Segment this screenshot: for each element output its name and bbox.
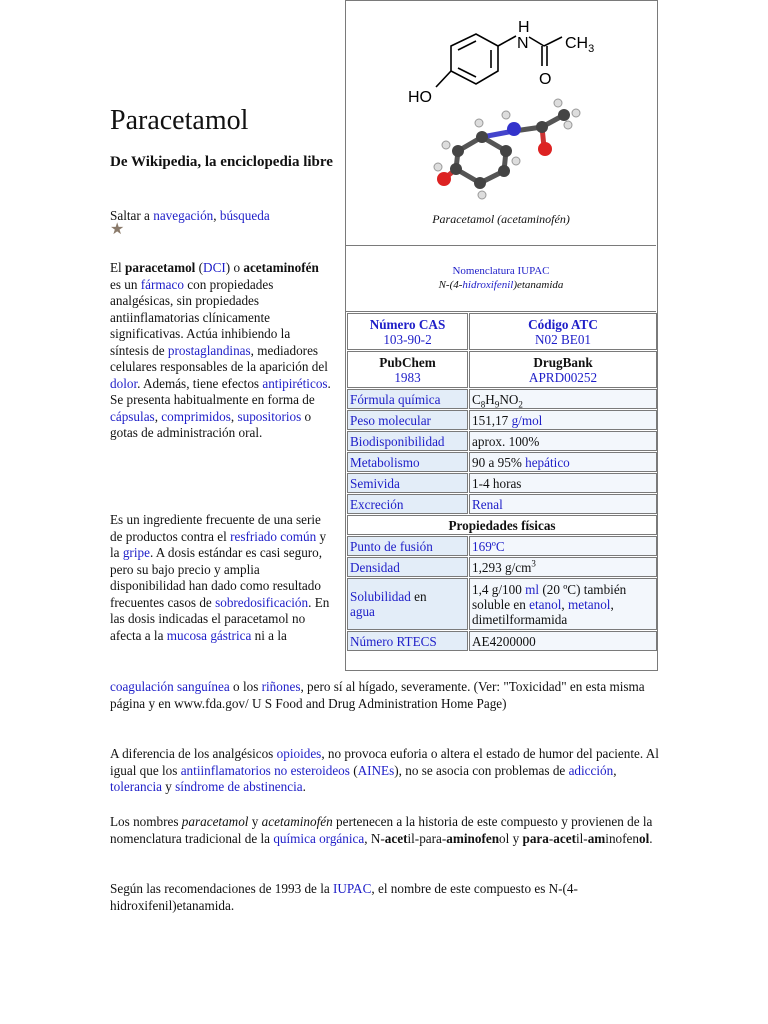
mw-value: 151,17 g/mol: [469, 410, 657, 430]
density-key[interactable]: Densidad: [347, 557, 468, 577]
drugbank-label: DrugBank: [533, 354, 593, 370]
structural-formula-image[interactable]: [346, 1, 656, 206]
link-comprimidos[interactable]: comprimidos: [161, 408, 231, 424]
cas-value[interactable]: 103-90-2: [383, 331, 432, 347]
atc-cell: [469, 313, 657, 350]
link-metanol[interactable]: metanol: [567, 596, 611, 612]
link-ml[interactable]: ml: [525, 581, 540, 597]
link-adiccion[interactable]: adicción: [568, 762, 614, 778]
link-dci[interactable]: DCI: [203, 260, 226, 275]
link-antipireticos[interactable]: antipiréticos: [262, 375, 328, 391]
atom-label-ch3: $CH_3$: [565, 35, 595, 55]
link-etanol[interactable]: etanol: [529, 596, 562, 612]
drugbank-value[interactable]: APRD00252: [528, 369, 598, 385]
link-tolerancia[interactable]: tolerancia: [110, 779, 162, 794]
link-melting[interactable]: 169ºC: [472, 538, 505, 554]
jump-prefix: Saltar a: [110, 208, 154, 223]
link-rinones[interactable]: riñones: [261, 679, 301, 694]
iupac-label-link[interactable]: Nomenclatura IUPAC: [452, 265, 550, 277]
pubchem-value[interactable]: 1983: [394, 369, 421, 385]
halflife-key[interactable]: Semivida: [347, 473, 468, 493]
paragraph-comparison: A diferencia de los analgésicos opioides, no provoca euforia o altera el estado de humor del paciente. Al igual que los antiinflamatorios no esteroideos (AINEs), no se asocia con problemas de adicción, tolerancia y síndrome de abstinencia.: [110, 746, 659, 794]
link-coagulacion[interactable]: coagulación sanguínea: [110, 679, 230, 694]
atom-label-h: H: [518, 19, 530, 36]
formula-value: $C_8H_9NO_2$: [469, 389, 657, 409]
link-iupac[interactable]: IUPAC: [333, 881, 372, 896]
infobox-image-cell: [346, 1, 656, 246]
atc-value[interactable]: N02 BE01: [534, 331, 592, 347]
bioavailability-value: aprox. 100%: [469, 431, 657, 451]
link-gmol[interactable]: g/mol: [511, 412, 543, 428]
page-subtitle: De Wikipedia, la enciclopedia libre: [110, 154, 333, 170]
iupac-cell: [346, 245, 656, 312]
link-farmaco[interactable]: fármaco: [140, 276, 184, 292]
rtecs-key[interactable]: Número RTECS: [347, 631, 468, 651]
infobox-caption: Paracetamol (acetaminofén): [432, 212, 570, 226]
link-capsulas[interactable]: cápsulas: [110, 408, 155, 424]
link-supositorios[interactable]: supositorios: [237, 408, 302, 424]
page-title: Paracetamol: [110, 105, 249, 136]
melting-point-key[interactable]: Punto de fusión: [347, 536, 468, 556]
link-agua[interactable]: agua: [350, 604, 375, 619]
physical-properties-header: Propiedades físicas: [347, 515, 657, 535]
link-hidroxifenil[interactable]: hidroxifenil: [462, 279, 514, 291]
infobox: [345, 0, 658, 671]
link-dolor[interactable]: dolor: [110, 375, 138, 391]
link-hepatico[interactable]: hepático: [525, 454, 570, 470]
melting-point-value: [469, 536, 657, 556]
jump-separator: ,: [213, 208, 220, 223]
solubility-key: Solubilidad en agua: [347, 578, 468, 630]
search-link[interactable]: búsqueda: [219, 208, 270, 223]
link-quimica-organica[interactable]: química orgánica: [273, 830, 365, 846]
rtecs-value: AE4200000: [469, 631, 657, 651]
link-sobredosificacion[interactable]: sobredosificación: [215, 594, 309, 610]
density-value: 1,293 $g/cm^3$: [469, 557, 657, 577]
atom-label-o: O: [539, 71, 552, 88]
excretion-key[interactable]: Excreción: [347, 494, 468, 514]
link-aine[interactable]: antiinflamatorios no esteroideos: [180, 762, 350, 778]
drugbank-cell: [469, 351, 657, 388]
formula-key[interactable]: Fórmula química: [347, 389, 468, 409]
mw-key[interactable]: Peso molecular: [347, 410, 468, 430]
paragraph-uses: Es un ingrediente frecuente de una serie de productos contra el resfriado común y la gripe. A dosis estándar es casi seguro, pero su bajo precio y amplia disponibilidad han dado como resultado frecuentes casos de sobredosificación. En las dosis indicadas el paracetamol no afecta a la mucosa gástrica ni a la: [110, 512, 330, 643]
link-solubilidad[interactable]: Solubilidad: [350, 589, 411, 604]
atom-label-ho: HO: [408, 89, 432, 106]
solubility-value: 1,4 g/100 ml (20 ºC) también soluble en etanol, metanol, dimetilformamida: [469, 578, 657, 630]
cas-label[interactable]: Número CAS: [369, 316, 446, 332]
atom-label-n: N: [517, 35, 529, 52]
paragraph-uses-cont: coagulación sanguínea o los riñones, pero sí al hígado, severamente. (Ver: "Toxicidad" en esta misma página y en www.fda.gov/ U S Food and Drug Administration Home Page): [110, 679, 645, 711]
cas-cell: [347, 313, 468, 350]
excretion-value: [469, 494, 657, 514]
properties-table: [346, 312, 658, 652]
iupac-name: N-(4-hidroxifenil)etanamida: [438, 279, 564, 291]
paragraph-names: Los nombres paracetamol y acetaminofén pertenecen a la historia de este compuesto y provienen de la nomenclatura tradicional de la química orgánica, N-acetil-para-aminofenol y para-acetil-aminofenol.: [110, 814, 653, 846]
nav-link[interactable]: navegación: [153, 208, 214, 223]
link-aines[interactable]: AINEs: [357, 762, 395, 778]
link-gripe[interactable]: gripe: [122, 545, 150, 560]
paragraph-iupac: Según las recomendaciones de 1993 de la IUPAC, el nombre de este compuesto es N-(4-hidroxifenil)etanamida.: [110, 881, 578, 913]
pubchem-cell: [347, 351, 468, 388]
metabolism-key[interactable]: Metabolismo: [347, 452, 468, 472]
jump-links: [110, 208, 340, 225]
link-opioides[interactable]: opioides: [276, 746, 322, 761]
link-renal[interactable]: Renal: [472, 496, 503, 512]
paragraph-intro: El paracetamol (DCI) o acetaminofén es un fármaco con propiedades analgésicas, sin propiedades antiinflamatorias clínicamente significativas. Actúa inhibiendo la síntesis de prostaglandinas, mediadores celulares responsables de la aparición del dolor. Además, tiene efectos antipiréticos. Se presenta habitualmente en forma de cápsulas, comprimidos, supositorios o gotas de administración oral.: [110, 260, 331, 440]
star-icon[interactable]: ★: [110, 221, 125, 238]
metabolism-value: 90 a 95% hepático: [469, 452, 657, 472]
link-resfriado[interactable]: resfriado común: [230, 528, 317, 544]
pubchem-label: PubChem: [379, 354, 436, 370]
bioavailability-key[interactable]: Biodisponibilidad: [347, 431, 468, 451]
link-abstinencia[interactable]: síndrome de abstinencia: [175, 779, 303, 794]
link-prostaglandinas[interactable]: prostaglandinas: [167, 342, 251, 358]
link-mucosa[interactable]: mucosa gástrica: [166, 627, 252, 643]
atc-label[interactable]: Código ATC: [528, 316, 598, 332]
halflife-value: 1-4 horas: [469, 473, 657, 493]
